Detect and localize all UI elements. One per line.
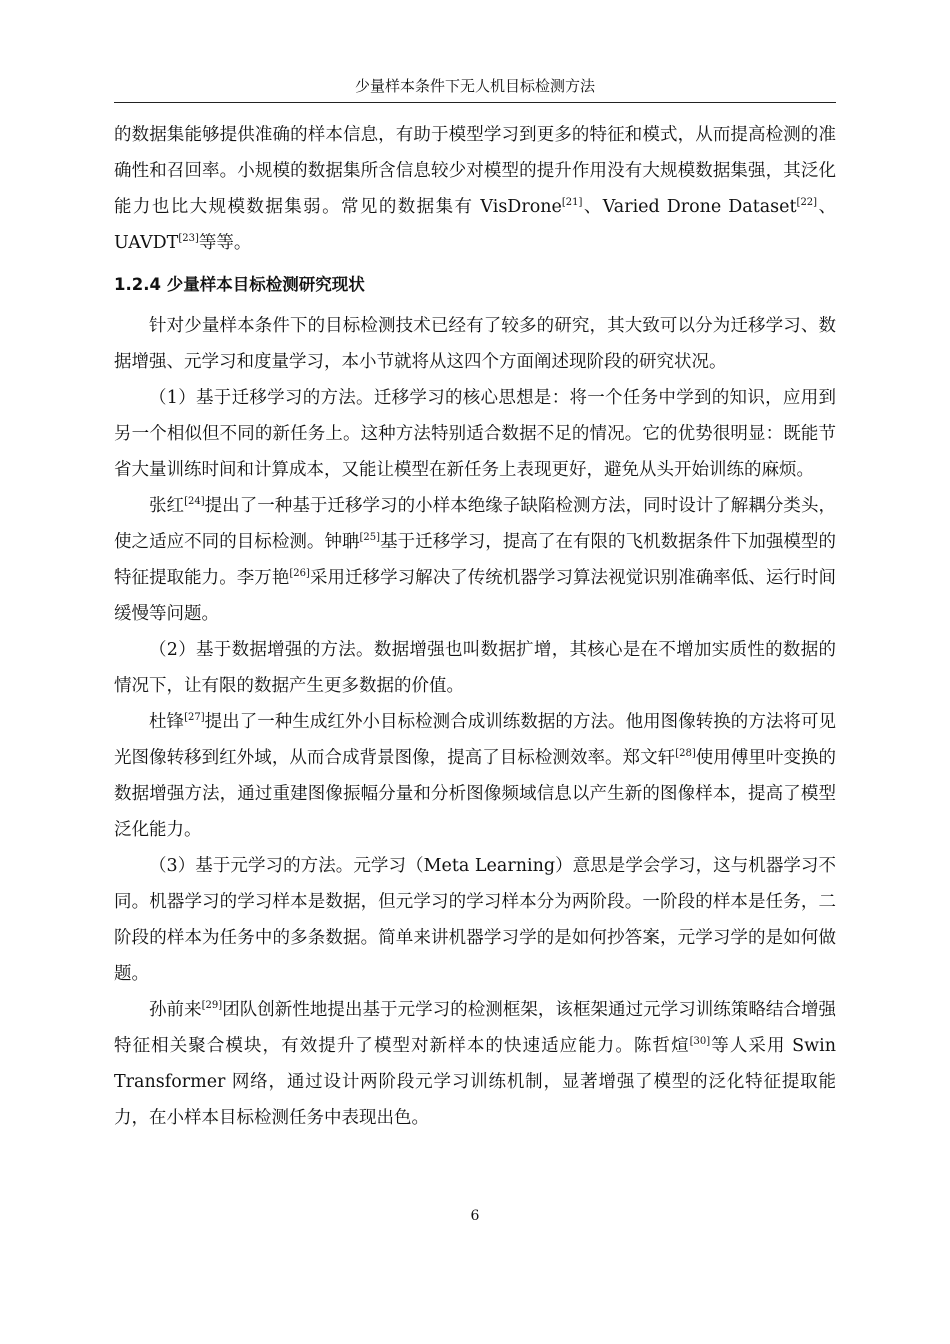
paragraph-transfer-learning: （1）基于迁移学习的方法。迁移学习的核心思想是：将一个任务中学到的知识，应用到另一个相似但不同的新任务上。这种方法特别适合数据不足的情况。它的优势很明显：既能节省大量训练时间和计算成本，又能让模型在新任务上表现更好，避免从头开始训练的麻烦。 <box>114 388 836 480</box>
paragraph-meta-learning: （3）基于元学习的方法。元学习（Meta Learning）意思是学会学习，这与机器学习不同。机器学习的学习样本是数据，但元学习的学习样本分为两阶段。一阶段的样本是任务，二阶段的样本为任务中的多条数据。简单来讲机器学习学的是如何抄答案，元学习学的是如何做题。 <box>114 856 836 984</box>
citation-ref: [29] <box>201 1000 223 1012</box>
citation-ref: [25] <box>359 532 381 544</box>
paragraph-transfer-learning-works: 张红[24]提出了一种基于迁移学习的小样本绝缘子缺陷检测方法，同时设计了解耦分类头，使之适应不同的目标检测。钟聃[25]基于迁移学习，提高了在有限的飞机数据条件下加强模型的特征提取能力。李万艳[26]采用迁移学习解决了传统机器学习算法视觉识别准确率低、运行时间缓慢等问题。 <box>114 496 837 624</box>
running-header-title: 少量样本条件下无人机目标检测方法 <box>354 77 595 95</box>
citation-ref: [28] <box>675 748 696 760</box>
paragraph-intro: 针对少量样本条件下的目标检测技术已经有了较多的研究，其大致可以分为迁移学习、数据增强、元学习和度量学习，本小节就将从这四个方面阐述现阶段的研究状况。 <box>114 316 836 372</box>
citation-ref: [30] <box>689 1036 711 1048</box>
citation-ref: [23] <box>178 233 199 245</box>
section-heading: 1.2.4 少量样本目标检测研究现状 <box>114 275 365 294</box>
page-number: 6 <box>470 1208 480 1224</box>
paragraph-continued: 的数据集能够提供准确的样本信息，有助于模型学习到更多的特征和模式，从而提高检测的准确性和召回率。小规模的数据集所含信息较少对模型的提升作用没有大规模数据集强，其泛化能力也比大规模数据集弱。常见的数据集有 VisDrone[21]、Varied Drone Dataset[22]、UAVDT[23]等等。 <box>114 125 836 253</box>
paragraph-data-augmentation-works: 杜锋[27]提出了一种生成红外小目标检测合成训练数据的方法。他用图像转换的方法将可见光图像转移到红外域，从而合成背景图像，提高了目标检测效率。郑文轩[28]使用傅里叶变换的数据增强方法，通过重建图像振幅分量和分析图像频域信息以产生新的图像样本，提高了模型泛化能力。 <box>114 712 837 840</box>
citation-ref: [21] <box>561 197 583 209</box>
body-text <box>114 117 836 1136</box>
paragraph-data-augmentation: （2）基于数据增强的方法。数据增强也叫数据扩增，其核心是在不增加实质性的数据的情况下，让有限的数据产生更多数据的价值。 <box>114 640 836 696</box>
citation-ref: [27] <box>184 712 205 724</box>
paragraph-meta-learning-works: 孙前来[29]团队创新性地提出基于元学习的检测框架，该框架通过元学习训练策略结合增强特征相关聚合模块，有效提升了模型对新样本的快速适应能力。陈哲煊[30]等人采用 Swin Transformer 网络，通过设计两阶段元学习训练机制，显著增强了模型的泛化特征提取能力，在小样本目标检测任务中表现出色。 <box>114 1000 837 1128</box>
header-divider <box>114 102 836 103</box>
citation-ref: [26] <box>289 568 310 580</box>
citation-ref: [24] <box>184 496 205 508</box>
citation-ref: [22] <box>796 197 818 209</box>
